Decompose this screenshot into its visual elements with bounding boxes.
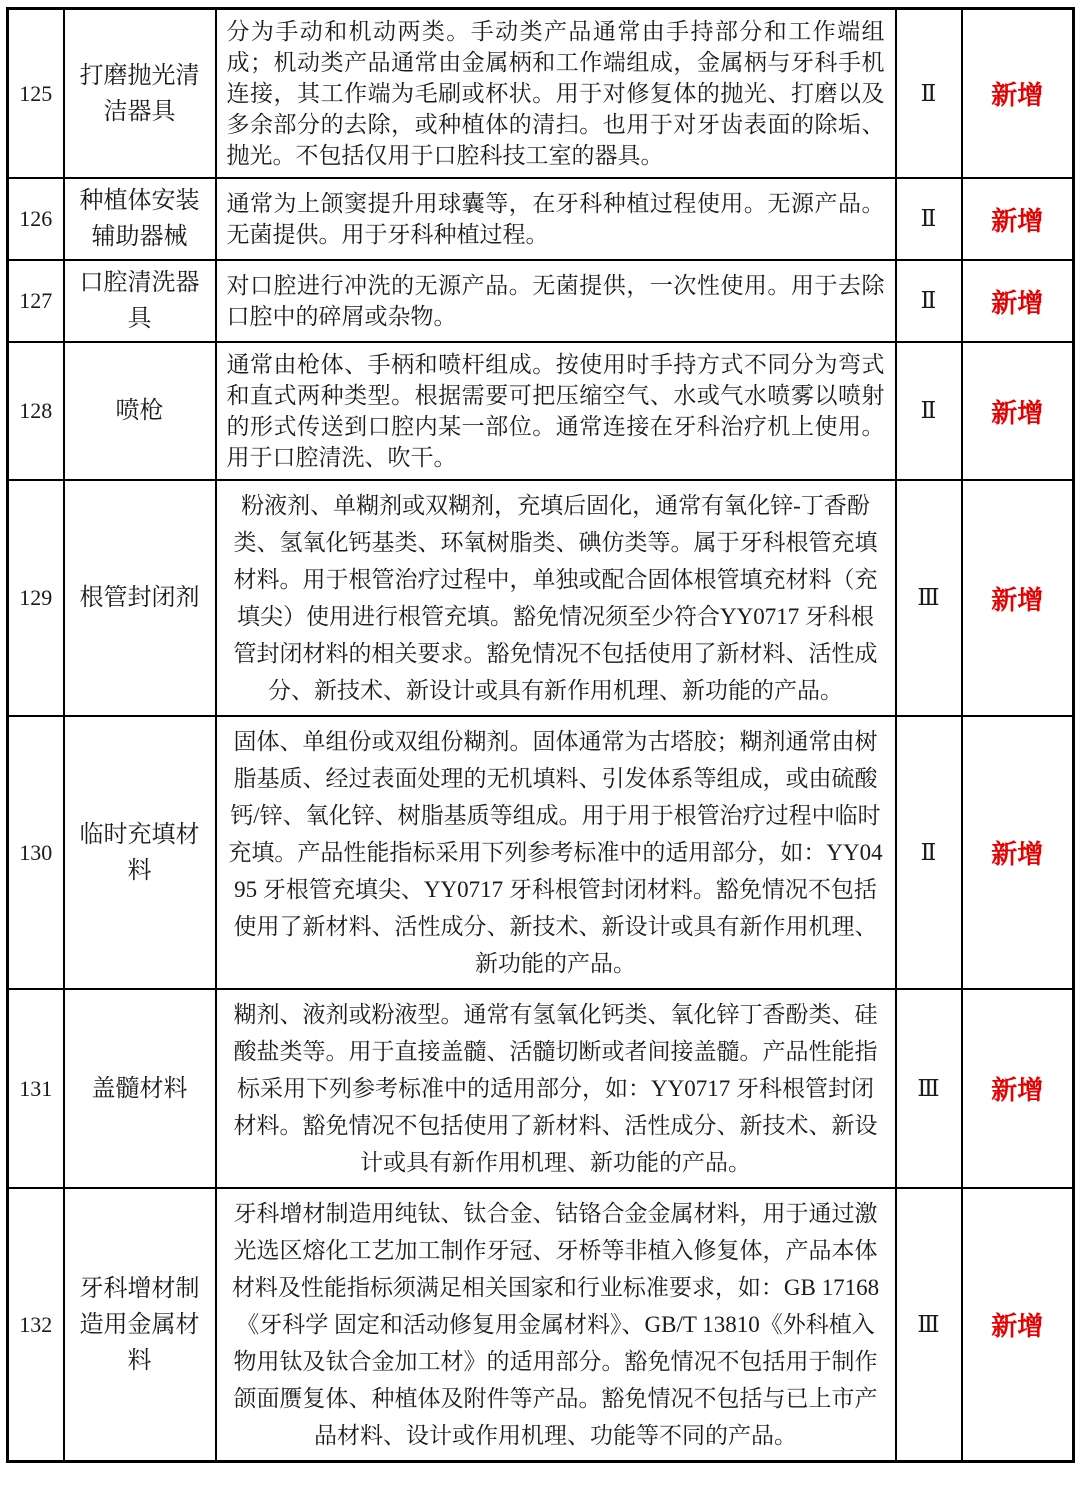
table-row bbox=[8, 9, 1074, 179]
product-description: 对口腔进行冲洗的无源产品。无菌提供，一次性使用。用于去除口腔中的碎屑或杂物。 bbox=[216, 260, 896, 342]
product-description: 牙科增材制造用纯钛、钛合金、钴铬合金金属材料，用于通过激光选区熔化工艺加工制作牙冠、牙桥等非植入修复体，产品本体材料及性能指标须满足相关国家和行业标准要求，如：GB 17168 《牙科学 固定和活动修复用金属材料》、GB/T 13810《外科植入物用钛及钛合金加工材》的适用部分。豁免情况不包括用于制作颌面赝复体、种植体及附件等产品。豁免情况不包括与已上市产品材料、设计或作用机理、功能等不同的产品。 bbox=[216, 1188, 896, 1462]
management-class: Ⅲ bbox=[896, 1188, 962, 1462]
table-row bbox=[8, 260, 1074, 342]
table-row bbox=[8, 989, 1074, 1188]
product-description: 分为手动和机动两类。手动类产品通常由手持部分和工作端组成；机动类产品通常由金属柄和工作端组成，金属柄与牙科手机连接，其工作端为毛刷或杯状。用于对修复体的抛光、打磨以及多余部分的去除，或种植体的清扫。也用于对牙齿表面的除垢、抛光。不包括仅用于口腔科技工室的器具。 bbox=[216, 9, 896, 179]
status-badge: 新增 bbox=[962, 178, 1074, 260]
table-row bbox=[8, 178, 1074, 260]
product-description: 通常由枪体、手柄和喷杆组成。按使用时手持方式不同分为弯式和直式两种类型。根据需要可把压缩空气、水或气水喷雾以喷射的形式传送到口腔内某一部位。通常连接在牙科治疗机上使用。用于口腔清洗、吹干。 bbox=[216, 342, 896, 480]
status-badge: 新增 bbox=[962, 260, 1074, 342]
product-name: 临时充填材料 bbox=[64, 716, 216, 989]
status-badge: 新增 bbox=[962, 480, 1074, 716]
management-class: Ⅱ bbox=[896, 178, 962, 260]
product-name: 打磨抛光清洁器具 bbox=[64, 9, 216, 179]
row-number: 129 bbox=[8, 480, 64, 716]
management-class: Ⅱ bbox=[896, 260, 962, 342]
product-name: 口腔清洗器具 bbox=[64, 260, 216, 342]
product-description: 固体、单组份或双组份糊剂。固体通常为古塔胶；糊剂通常由树脂基质、经过表面处理的无机填料、引发体系等组成，或由硫酸钙/锌、氧化锌、树脂基质等组成。用于用于根管治疗过程中临时充填。产品性能指标采用下列参考标准中的适用部分，如：YY0495 牙根管充填尖、YY0717 牙科根管封闭材料。豁免情况不包括使用了新材料、活性成分、新技术、新设计或具有新作用机理、新功能的产品。 bbox=[216, 716, 896, 989]
row-number: 127 bbox=[8, 260, 64, 342]
status-badge: 新增 bbox=[962, 1188, 1074, 1462]
row-number: 131 bbox=[8, 989, 64, 1188]
row-number: 125 bbox=[8, 9, 64, 179]
management-class: Ⅱ bbox=[896, 716, 962, 989]
status-badge: 新增 bbox=[962, 342, 1074, 480]
management-class: Ⅲ bbox=[896, 989, 962, 1188]
row-number: 130 bbox=[8, 716, 64, 989]
product-name: 盖髓材料 bbox=[64, 989, 216, 1188]
status-badge: 新增 bbox=[962, 716, 1074, 989]
table-row bbox=[8, 716, 1074, 989]
status-badge: 新增 bbox=[962, 9, 1074, 179]
row-number: 126 bbox=[8, 178, 64, 260]
row-number: 128 bbox=[8, 342, 64, 480]
table-body bbox=[8, 9, 1074, 1462]
product-name: 种植体安装辅助器械 bbox=[64, 178, 216, 260]
product-name: 喷枪 bbox=[64, 342, 216, 480]
product-description: 粉液剂、单糊剂或双糊剂，充填后固化，通常有氧化锌-丁香酚类、氢氧化钙基类、环氧树脂类、碘仿类等。属于牙科根管充填材料。用于根管治疗过程中，单独或配合固体根管填充材料（充填尖）使用进行根管充填。豁免情况须至少符合YY0717 牙科根管封闭材料的相关要求。豁免情况不包括使用了新材料、活性成分、新技术、新设计或具有新作用机理、新功能的产品。 bbox=[216, 480, 896, 716]
management-class: Ⅱ bbox=[896, 342, 962, 480]
product-description: 通常为上颌窦提升用球囊等，在牙科种植过程使用。无源产品。无菌提供。用于牙科种植过程。 bbox=[216, 178, 896, 260]
device-classification-table bbox=[6, 7, 1075, 1463]
management-class: Ⅲ bbox=[896, 480, 962, 716]
product-description: 糊剂、液剂或粉液型。通常有氢氧化钙类、氧化锌丁香酚类、硅酸盐类等。用于直接盖髓、活髓切断或者间接盖髓。产品性能指标采用下列参考标准中的适用部分，如：YY0717 牙科根管封闭材料。豁免情况不包括使用了新材料、活性成分、新技术、新设计或具有新作用机理、新功能的产品。 bbox=[216, 989, 896, 1188]
table-row bbox=[8, 342, 1074, 480]
status-badge: 新增 bbox=[962, 989, 1074, 1188]
management-class: Ⅱ bbox=[896, 9, 962, 179]
row-number: 132 bbox=[8, 1188, 64, 1462]
product-name: 牙科增材制造用金属材料 bbox=[64, 1188, 216, 1462]
product-name: 根管封闭剂 bbox=[64, 480, 216, 716]
table-row bbox=[8, 1188, 1074, 1462]
table-row bbox=[8, 480, 1074, 716]
